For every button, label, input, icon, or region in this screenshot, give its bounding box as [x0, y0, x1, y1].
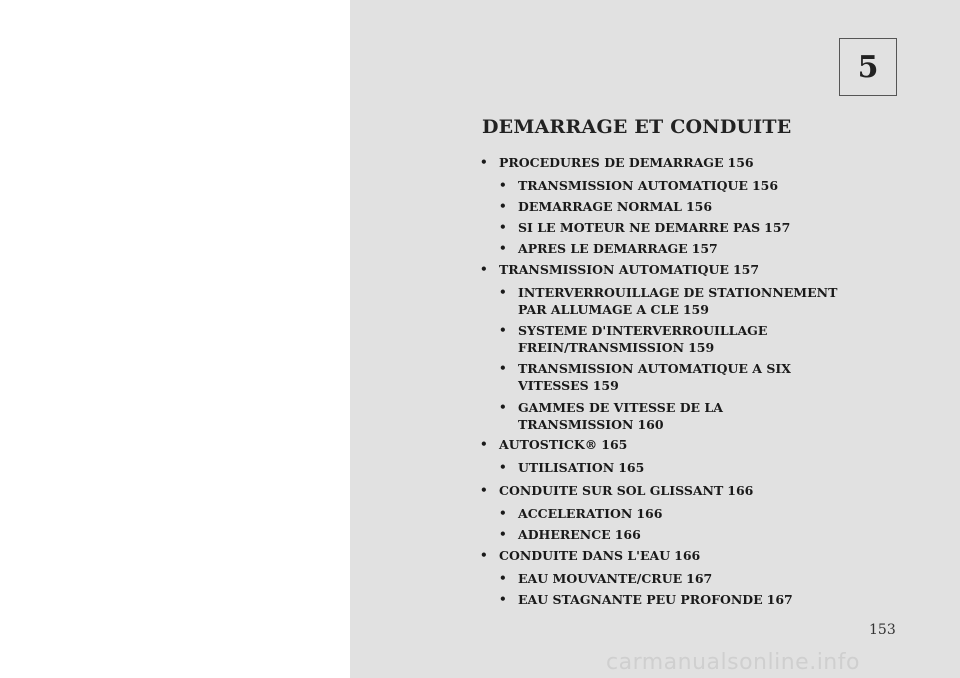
toc-entry-label: SI LE MOTEUR NE DEMARRE PAS	[518, 220, 761, 235]
bullet-icon: •	[480, 262, 488, 276]
bullet-icon: •	[499, 220, 507, 234]
toc-entry-label: CONDUITE DANS L'EAU	[499, 548, 671, 563]
toc-page-number: 159	[592, 378, 619, 393]
toc-page-number: 157	[764, 220, 791, 235]
toc-page-number: 167	[686, 571, 713, 586]
toc-page-number: 159	[682, 302, 709, 317]
bullet-icon: •	[480, 437, 488, 451]
toc-entry-label: APRES LE DEMARRAGE	[518, 241, 688, 256]
toc-page-number: 156	[685, 199, 713, 214]
bullet-icon: •	[499, 592, 507, 606]
bullet-icon: •	[499, 400, 507, 414]
bullet-icon: •	[480, 548, 488, 562]
chapter-number-box: 5	[839, 38, 897, 96]
toc-entry-label: FREIN/TRANSMISSION	[518, 340, 685, 355]
toc-entry-label: EAU STAGNANTE PEU PROFONDE	[518, 592, 763, 607]
toc-entry-label: PROCEDURES DE DEMARRAGE	[499, 155, 724, 170]
toc-page-number: 167	[766, 592, 793, 607]
toc-entry-label: PAR ALLUMAGE A CLE	[518, 302, 679, 317]
toc-page-number: 160	[637, 417, 664, 432]
toc-entry-label: TRANSMISSION AUTOMATIQUE	[499, 262, 729, 277]
toc-page-number: 159	[688, 340, 715, 355]
toc-page-number: 156	[751, 178, 779, 193]
bullet-icon: •	[480, 483, 488, 497]
bullet-icon: •	[499, 241, 507, 255]
toc-page-number: 166	[614, 527, 641, 542]
toc-entry-label: INTERVERROUILLAGE DE STATIONNEMENT	[518, 285, 838, 300]
bullet-icon: •	[499, 460, 507, 474]
bullet-icon: •	[499, 178, 507, 192]
toc-page-number: 157	[732, 262, 760, 277]
toc-entry-label: CONDUITE SUR SOL GLISSANT	[499, 483, 724, 498]
toc-entry-label: UTILISATION	[518, 460, 615, 475]
toc-entry-label: SYSTEME D'INTERVERROUILLAGE	[518, 323, 768, 338]
toc-entry-label: TRANSMISSION AUTOMATIQUE	[518, 178, 748, 193]
section-title: DEMARRAGE ET CONDUITE	[482, 116, 792, 138]
toc-page-number: 156	[727, 155, 754, 170]
toc-page-number: 157	[691, 241, 718, 256]
toc-entry-label: TRANSMISSION AUTOMATIQUE A SIX	[518, 361, 791, 376]
toc-entry-label: ADHERENCE	[518, 527, 611, 542]
toc-entry-label: TRANSMISSION	[518, 417, 634, 432]
bullet-icon: •	[499, 285, 507, 299]
bullet-icon: •	[499, 199, 507, 213]
toc-entry-label: GAMMES DE VITESSE DE LA	[518, 400, 723, 415]
left-blank-page	[0, 0, 350, 678]
toc-page-number: 165	[601, 437, 628, 452]
watermark: carmanualsonline.info	[606, 650, 860, 675]
toc-entry-label: EAU MOUVANTE/CRUE	[518, 571, 683, 586]
bullet-icon: •	[499, 506, 507, 520]
bullet-icon: •	[480, 155, 488, 169]
toc-entry-label: AUTOSTICK®	[499, 437, 598, 452]
page-number: 153	[869, 622, 896, 638]
bullet-icon: •	[499, 323, 507, 337]
toc-entry-label: ACCELERATION	[518, 506, 633, 521]
toc-page-number: 166	[674, 548, 701, 563]
toc-entry-label: VITESSES	[518, 378, 589, 393]
toc-page-number: 165	[618, 460, 645, 475]
toc-entry-label: DEMARRAGE NORMAL	[518, 199, 682, 214]
toc-page-number: 166	[727, 483, 754, 498]
bullet-icon: •	[499, 571, 507, 585]
bullet-icon: •	[499, 527, 507, 541]
bullet-icon: •	[499, 361, 507, 375]
toc-page-number: 166	[636, 506, 663, 521]
